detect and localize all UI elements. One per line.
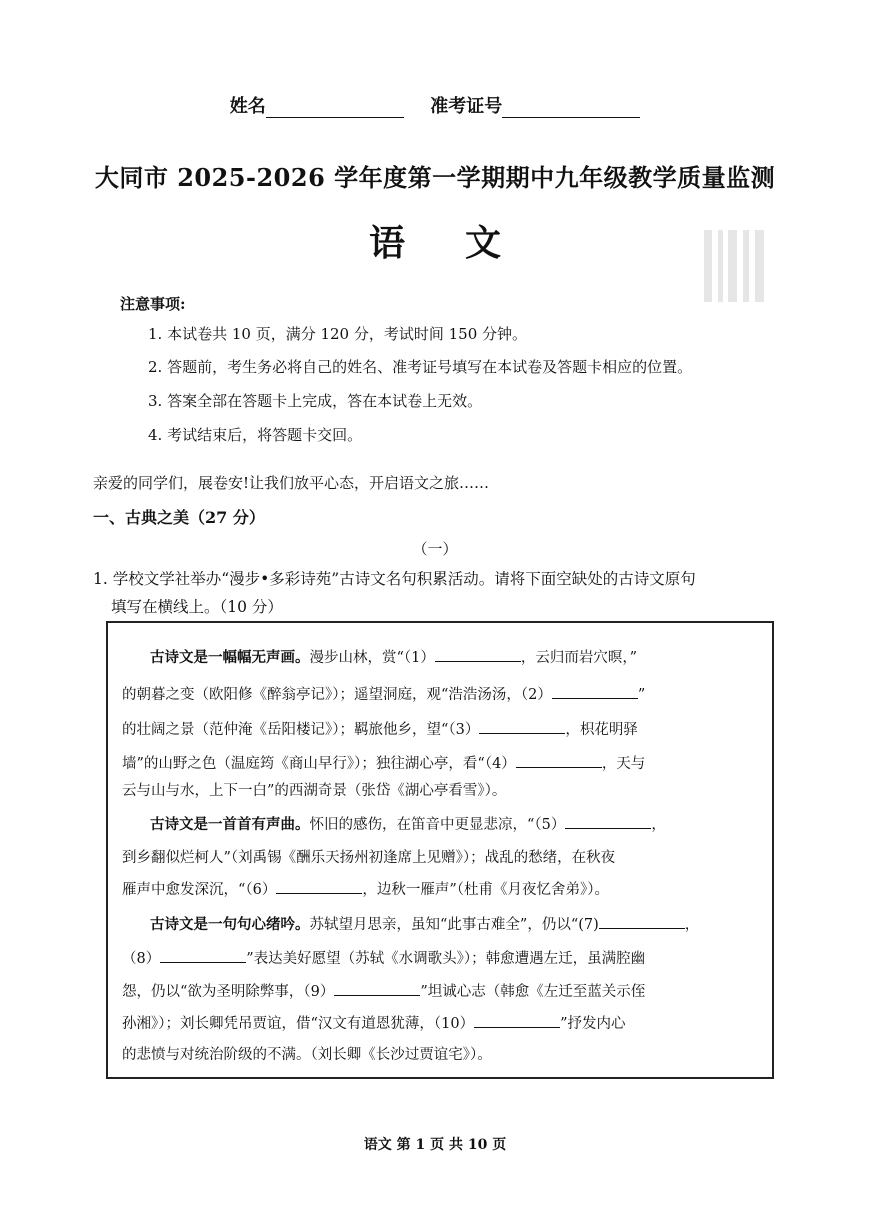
- paragraph-lead: 古诗文是一幅幅无声画。: [150, 649, 310, 666]
- passage-line: 怨，仍以“欲为圣明除弊事，（9） ”坦诚心志（韩愈《左迁至蓝关示侄: [122, 980, 645, 1001]
- notice-item: 2. 答题前，考生务必将自己的姓名、准考证号填写在本试卷及答题卡相应的位置。: [148, 358, 693, 376]
- answer-blank-5[interactable]: [565, 814, 651, 829]
- answer-blank-3[interactable]: [479, 719, 565, 734]
- notice-heading: 注意事项:: [120, 295, 186, 313]
- answer-blank-1[interactable]: [435, 647, 521, 662]
- passage-line: 的悲愤与对统治阶级的不满。（刘长卿《长沙过贾谊宅》）。: [122, 1047, 492, 1063]
- candidate-info: [0, 92, 870, 118]
- passage-line: 古诗文是一句句心绪吟。苏轼望月思亲，虽知“此事古难全”，仍以“(7) ，: [150, 916, 700, 933]
- part-marker: （一）: [412, 540, 458, 558]
- answer-blank-7[interactable]: [599, 914, 685, 929]
- answer-blank-2[interactable]: [552, 684, 638, 699]
- passage-line: （8） ”表达美好愿望（苏轼《水调歌头》）；韩愈遭遇左迁，虽满腔幽: [122, 947, 645, 968]
- passage-line: 雁声中愈发深沉，“（6） ，边秋一雁声”（杜甫《月夜忆舍弟》）。: [122, 878, 609, 899]
- passage-line: 孙湘》）；刘长卿凭吊贾谊，借“汉文有道恩犹薄，（10） ”抒发内心: [122, 1012, 626, 1033]
- paragraph-lead: 古诗文是一首首有声曲。: [150, 816, 310, 833]
- answer-blank-8[interactable]: [160, 948, 246, 963]
- page-footer: 语文 第 1 页 共 10 页: [363, 1137, 507, 1153]
- answer-blank-4[interactable]: [516, 753, 602, 768]
- notice-item: 3. 答案全部在答题卡上完成，答在本试卷上无效。: [148, 392, 483, 410]
- passage-line: 到乡翻似烂柯人”（刘禹锡《酬乐天扬州初逢席上见赠》）；战乱的愁绪，在秋夜: [122, 850, 616, 866]
- passage-line: 云与山与水，上下一白”的西湖奇景（张岱《湖心亭看雪》）。: [122, 783, 507, 799]
- passage-line: 墙”的山野之色（温庭筠《商山早行》）；独往湖心亭，看“（4） ，天与: [122, 752, 645, 773]
- notice-item: 1. 本试卷共 10 页，满分 120 分，考试时间 150 分钟。: [148, 325, 528, 343]
- answer-blank-6[interactable]: [276, 879, 362, 894]
- question-1-line-1: 1. 学校文学社举办“漫步•多彩诗苑”古诗文名句积累活动。请将下面空缺处的古诗文原句: [93, 570, 696, 588]
- name-blank[interactable]: [266, 101, 404, 118]
- passage-line: 的壮阔之景（范仲淹《岳阳楼记》）；羁旅他乡，望“（3） ，枳花明驿: [122, 718, 638, 739]
- section-heading: 一、古典之美（27 分）: [93, 508, 265, 527]
- subject-char-1: 语: [368, 222, 405, 264]
- passage-line: 古诗文是一幅幅无声画。漫步山林，赏“（1） ，云归而岩穴暝，”: [150, 649, 638, 666]
- exam-id-blank[interactable]: [502, 101, 640, 118]
- answer-blank-9[interactable]: [334, 981, 420, 996]
- barcode-mark: [700, 230, 772, 302]
- exam-title: 大同市 2025-2026 学年度第一学期期中九年级教学质量监测: [94, 163, 776, 192]
- question-1-line-2: 填写在横线上。（10 分）: [111, 598, 283, 616]
- passage-line: 古诗文是一首首有声曲。怀旧的感伤，在笛音中更显悲凉，“（5） ，: [150, 816, 666, 833]
- greeting-text: 亲爱的同学们，展卷安!让我们放平心态，开启语文之旅……: [93, 474, 490, 492]
- name-label: 姓名: [229, 96, 266, 117]
- paragraph-lead: 古诗文是一句句心绪吟。: [150, 916, 310, 933]
- passage-line: 的朝暮之变（欧阳修《醉翁亭记》）；遥望洞庭，观“浩浩汤汤，（2） ”: [122, 683, 645, 704]
- subject-char-2: 文: [465, 222, 502, 264]
- answer-blank-10[interactable]: [474, 1013, 560, 1028]
- exam-id-label: 准考证号: [430, 96, 503, 117]
- notice-item: 4. 考试结束后，将答题卡交回。: [148, 426, 363, 444]
